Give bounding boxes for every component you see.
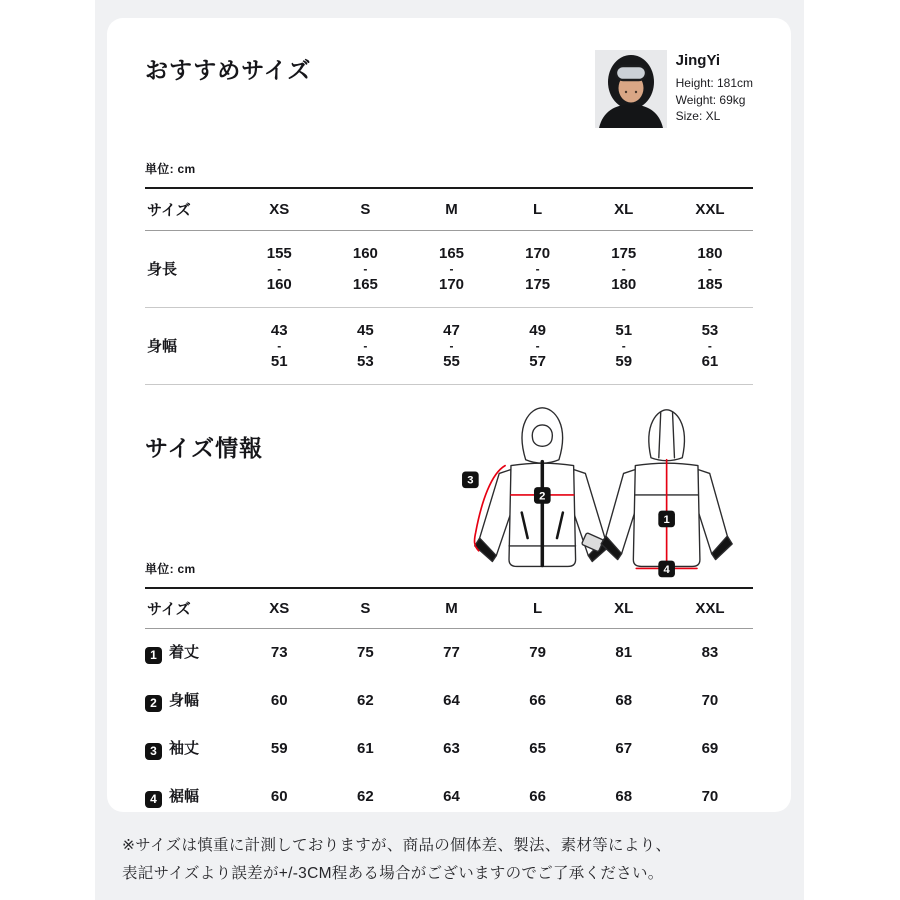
gray-background-panel bbox=[95, 0, 804, 900]
range-cell: 47 - 55 bbox=[443, 321, 460, 370]
row-label-height: 身長 bbox=[147, 261, 178, 278]
range-cell: 45 - 53 bbox=[357, 321, 374, 370]
range-cell: 49 - 57 bbox=[529, 321, 546, 370]
range-cell: 53 - 61 bbox=[701, 321, 719, 370]
disclaimer-line-2: 表記サイズより誤差が+/-3CM程ある場合がございますのでご了承ください。 bbox=[122, 865, 664, 882]
model-height: Height: 181cm bbox=[675, 76, 753, 90]
col-header-m: M bbox=[445, 200, 458, 218]
table-row-hem-width: 4 裾幅 60 62 64 66 68 70 bbox=[145, 773, 753, 813]
size-info-left bbox=[145, 401, 263, 587]
table-row-height bbox=[145, 230, 753, 307]
svg-text:4: 4 bbox=[663, 563, 670, 576]
size-table-header-row bbox=[145, 588, 753, 629]
col-header-xs: XS bbox=[269, 599, 290, 617]
row-label: 裾幅 bbox=[169, 787, 200, 805]
table-row-body-length: 1 着丈 73 75 77 79 81 83 bbox=[145, 629, 753, 677]
model-size: Size: XL bbox=[675, 109, 721, 123]
jacket-measurement-diagram bbox=[453, 401, 753, 587]
model-name: JingYi bbox=[675, 52, 721, 69]
size-guide-card bbox=[107, 18, 791, 812]
range-cell: 180 - 185 bbox=[697, 244, 723, 293]
row-number-badge: 1 bbox=[145, 647, 162, 664]
col-header-s: S bbox=[360, 200, 371, 218]
row-number-badge: 2 bbox=[145, 695, 162, 712]
svg-text:1: 1 bbox=[663, 513, 670, 526]
range-cell: 155 - 160 bbox=[266, 244, 292, 293]
col-header-l: L bbox=[533, 599, 543, 617]
row-label-chest: 身幅 bbox=[147, 338, 178, 355]
col-header-size: サイズ bbox=[147, 201, 191, 219]
row-label: 着丈 bbox=[169, 644, 200, 662]
size-disclaimer-note bbox=[122, 832, 782, 888]
row-number-badge: 3 bbox=[145, 743, 162, 760]
svg-text:3: 3 bbox=[467, 474, 474, 487]
range-cell: 175 - 180 bbox=[611, 244, 637, 293]
col-header-xl: XL bbox=[614, 599, 634, 617]
row-number-badge: 4 bbox=[145, 791, 162, 808]
col-header-s: S bbox=[360, 599, 371, 617]
disclaimer-line-1: ※サイズは慎重に計測しておりますが、商品の個体差、製法、素材等により、 bbox=[122, 837, 672, 854]
size-info-title: サイズ情報 bbox=[145, 434, 264, 461]
model-meta bbox=[676, 50, 753, 128]
range-cell: 43 - 51 bbox=[270, 321, 288, 370]
range-cell: 165 - 170 bbox=[438, 244, 465, 293]
recommend-section-title: おすすめサイズ bbox=[145, 57, 312, 83]
unit-label-recommend: 単位: cm bbox=[145, 162, 196, 176]
model-weight: Weight: 69kg bbox=[675, 92, 746, 107]
ski-goggles-icon bbox=[616, 66, 646, 80]
model-info-box bbox=[595, 50, 753, 128]
col-header-xxl: XXL bbox=[695, 200, 725, 218]
row-label: 身幅 bbox=[169, 692, 200, 709]
table-row-chest bbox=[145, 307, 753, 384]
col-header-size: サイズ bbox=[147, 600, 191, 618]
range-cell: 51 - 59 bbox=[615, 321, 633, 370]
range-cell: 160 - 165 bbox=[352, 244, 378, 293]
size-info-section bbox=[145, 401, 753, 587]
col-header-l: L bbox=[533, 200, 543, 218]
range-cell: 170 - 175 bbox=[525, 244, 551, 293]
recommend-table-header-row bbox=[145, 188, 753, 230]
col-header-xl: XL bbox=[614, 200, 634, 218]
table-row-body-width: 2 身幅 60 62 64 66 68 70 bbox=[145, 677, 753, 725]
col-header-m: M bbox=[445, 599, 458, 617]
svg-text:2: 2 bbox=[539, 489, 546, 502]
table-row-sleeve-length: 3 袖丈 59 61 63 65 67 69 bbox=[145, 725, 753, 773]
unit-label-info: 単位: cm bbox=[145, 561, 196, 576]
col-header-xxl: XXL bbox=[695, 599, 725, 617]
model-photo bbox=[595, 50, 667, 128]
recommend-size-table bbox=[145, 187, 753, 385]
recommend-section-header bbox=[145, 50, 753, 128]
col-header-xs: XS bbox=[269, 200, 290, 218]
row-label: 袖丈 bbox=[169, 740, 200, 757]
size-info-table bbox=[145, 587, 753, 813]
